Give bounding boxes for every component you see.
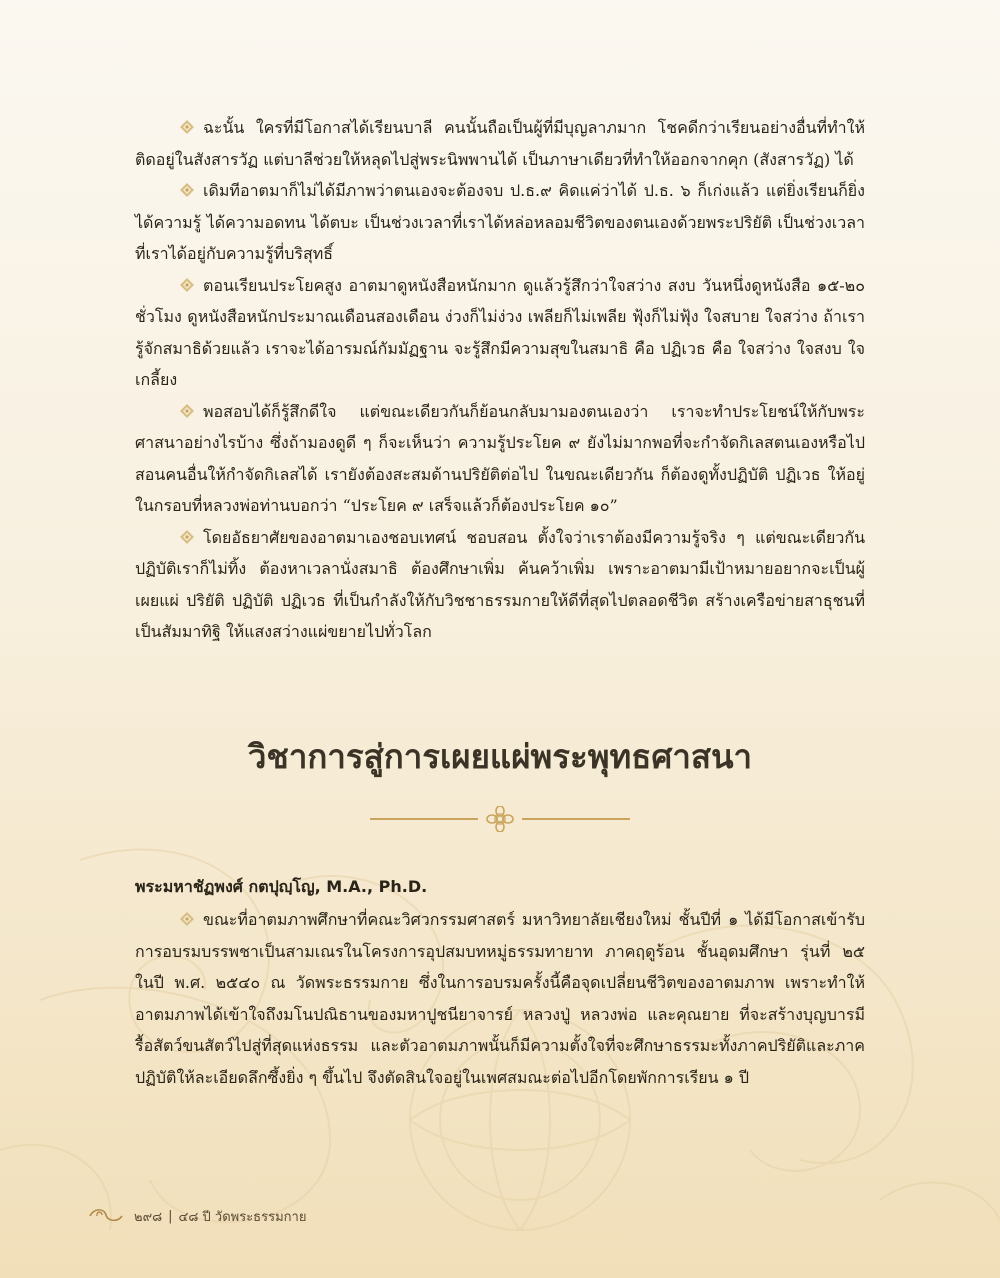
book-title: ๔๘ ปี วัดพระธรรมกาย	[178, 1209, 307, 1225]
footer-separator: |	[168, 1208, 173, 1224]
section-body	[135, 872, 865, 1093]
page-number: ๒๙๘	[134, 1209, 163, 1225]
paragraph	[135, 270, 865, 396]
scroll-ornament-icon	[88, 1205, 128, 1227]
paragraph-text: เดิมทีอาตมาก็ไม่ได้มีภาพว่าตนเองจะต้องจบ ป.ธ.๙ คิดแค่ว่าได้ ป.ธ. ๖ ก็เก่งแล้ว แต่ยิ่งเรียนก็ยิ่งได้ความรู้ ได้ความอดทน ได้ตบะ เป็นช่วงเวลาที่เราได้หล่อหลอมชีวิตของตนเองด้วยพระปริยัติ เป็นช่วงเวลาที่เราได้อยู่กับความรู้ที่บริสุทธิ์	[135, 181, 865, 263]
author-name: พระมหาชัฏพงศ์ กตปุญฺโญ, M.A., Ph.D.	[135, 877, 428, 896]
paragraph	[135, 112, 865, 175]
paragraph	[135, 904, 865, 1093]
section-title: วิชาการสู่การเผยแผ่พระพุทธศาสนา	[247, 737, 753, 776]
paragraph-text: ฉะนั้น ใครที่มีโอกาสได้เรียนบาลี คนนั้นถือเป็นผู้ที่มีบุญลาภมาก โชคดีกว่าเรียนอย่างอื่นที่ทำให้ติดอยู่ในสังสารวัฏ แต่บาลีช่วยให้หลุดไปสู่พระนิพพานได้ เป็นภาษาเดียวที่ทำให้ออกจากคุก (สังสารวัฏ) ได้	[135, 118, 865, 169]
diamond-bullet-icon	[179, 119, 195, 135]
paragraph-text: ขณะที่อาตมภาพศึกษาที่คณะวิศวกรรมศาสตร์ มหาวิทยาลัยเชียงใหม่ ชั้นปีที่ ๑ ได้มีโอกาสเข้ารับการอบรมบรรพชาเป็นสามเณรในโครงการอุปสมบทหมู่ธรรมทายาท ภาคฤดูร้อน ชั้นอุดมศึกษา รุ่นที่ ๒๕ ในปี พ.ศ. ๒๕๔๐ ณ วัดพระธรรมกาย ซึ่งในการอบรมครั้งนี้คือจุดเปลี่ยนชีวิตของอาตมภาพ เพราะทำให้อาตมภาพได้เข้าใจถึงมโนปณิธานของมหาปูชนียาจารย์ หลวงปู่ หลวงพ่อ และคุณยาย ที่จะสร้างบุญบารมี รื้อสัตว์ขนสัตว์ไปสู่ที่สุดแห่งธรรม และตัวอาตมภาพนั้นก็มีความตั้งใจที่จะศึกษาธรรมะทั้งภาคปริยัติและภาคปฏิบัติให้ละเอียดลึกซึ้งยิ่ง ๆ ขึ้นไป จึงตัดสินใจอยู่ในเพศสมณะต่อไปอีกโดยพักการเรียน ๑ ปี	[135, 910, 865, 1087]
paragraph-text: โดยอัธยาศัยของอาตมาเองชอบเทศน์ ชอบสอน ตั้งใจว่าเราต้องมีความรู้จริง ๆ แต่ขณะเดียวกันปฏิบัติเราก็ไม่ทิ้ง ต้องหาเวลานั่งสมาธิ ต้องศึกษาเพิ่ม ค้นคว้าเพิ่ม เพราะอาตมามีเป้าหมายอยากจะเป็นผู้เผยแผ่ ปริยัติ ปฏิบัติ ปฏิเวธ ที่เป็นกำลังให้กับวิชชาธรรมกายให้ดีที่สุดไปตลอดชีวิต สร้างเครือข่ายสาธุชนที่เป็นสัมมาทิฐิ ให้แสงสว่างแผ่ขยายไปทั่วโลก	[135, 527, 865, 641]
paragraph-text: ตอนเรียนประโยคสูง อาตมาดูหนังสือหนักมาก ดูแล้วรู้สึกว่าใจสว่าง สงบ วันหนึ่งดูหนังสือ ๑๕-๒๐ ชั่วโมง ดูหนังสือหนักประมาณเดือนสองเดือน ง่วงก็ไม่ง่วง เพลียก็ไม่เพลีย ฟุ้งก็ไม่ฟุ้ง ใจสบาย ใจสว่าง ถ้าเรารู้จักสมาธิด้วยแล้ว เราจะได้อารมณ์กัมมัฏฐาน จะรู้สึกมีความสุขในสมาธิ คือ ปฏิเวธ คือ ใจสว่าง ใจสงบ ใจเกลี้ยง	[135, 275, 865, 389]
section-heading-block	[0, 730, 1000, 783]
paragraph	[135, 522, 865, 648]
paragraph	[135, 396, 865, 522]
diamond-bullet-icon	[179, 182, 195, 198]
diamond-bullet-icon	[179, 529, 195, 545]
main-text	[135, 112, 865, 648]
page-footer	[88, 1202, 306, 1230]
diamond-bullet-icon	[179, 403, 195, 419]
ornament-divider-icon	[370, 806, 630, 832]
diamond-bullet-icon	[179, 911, 195, 927]
paragraph	[135, 175, 865, 270]
diamond-bullet-icon	[179, 277, 195, 293]
paragraph-text: พอสอบได้ก็รู้สึกดีใจ แต่ขณะเดียวกันก็ย้อนกลับมามองตนเองว่า เราจะทำประโยชน์ให้กับพระศาสนาอย่างไรบ้าง ซึ่งถ้ามองดูดี ๆ ก็จะเห็นว่า ความรู้ประโยค ๙ ยังไม่มากพอที่จะกำจัดกิเลสตนเองหรือไปสอนคนอื่นให้กำจัดกิเลสได้ เรายังต้องสะสมด้านปริยัติต่อไป ในขณะเดียวกัน ก็ต้องดูทั้งปฏิบัติ ปฏิเวธ ให้อยู่ในกรอบที่หลวงพ่อท่านบอกว่า “ประโยค ๙ เสร็จแล้วก็ต้องประโยค ๑๐”	[135, 401, 865, 515]
